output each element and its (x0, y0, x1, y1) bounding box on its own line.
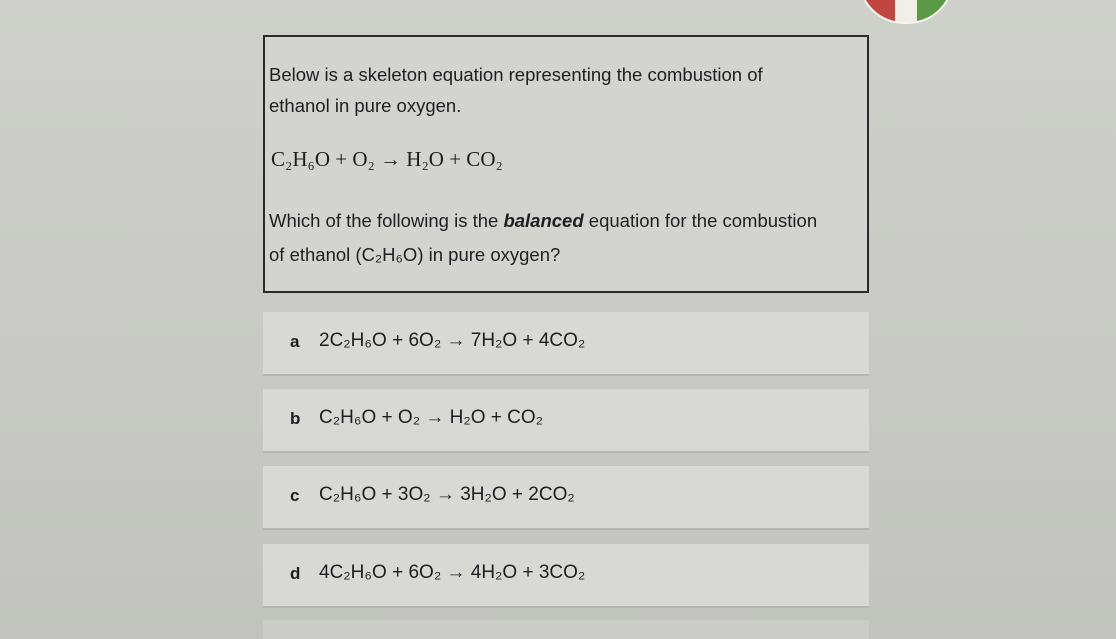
option-letter: d (290, 564, 301, 583)
answer-option-b[interactable] (263, 389, 869, 453)
app-logo-icon (858, 0, 954, 24)
question-prompt-line-1 (269, 209, 817, 233)
option-equation: C₂H₆O + 3O₂ → 3H₂O + 2CO₂ (319, 484, 575, 505)
next-item-edge (263, 620, 869, 639)
prompt-text-start: Which of the following is the (269, 210, 504, 231)
question-card (263, 35, 869, 293)
question-prompt-line-2: of ethanol (C₂H₆O) in pure oxygen? (269, 244, 561, 265)
option-letter: b (290, 409, 301, 428)
answer-option-a[interactable] (263, 312, 869, 376)
prompt-emphasis: balanced (503, 210, 584, 231)
option-equation: 4C₂H₆O + 6O₂ → 4H₂O + 3CO₂ (319, 562, 586, 583)
option-letter: a (290, 332, 300, 351)
prompt-text-end: equation for the combustion (583, 210, 818, 231)
answer-option-d[interactable] (263, 544, 869, 608)
option-letter: c (290, 486, 300, 505)
answer-option-c[interactable] (263, 466, 869, 530)
option-equation: 2C₂H₆O + 6O₂ → 7H₂O + 4CO₂ (319, 330, 586, 351)
question-text-line-1: Below is a skeleton equation representing the combustion of (269, 64, 763, 85)
skeleton-equation: C₂H₆O + O₂ → H₂O + CO₂ (271, 147, 503, 171)
option-equation: C₂H₆O + O₂ → H₂O + CO₂ (319, 407, 544, 428)
question-text-line-2: ethanol in pure oxygen. (269, 95, 462, 116)
